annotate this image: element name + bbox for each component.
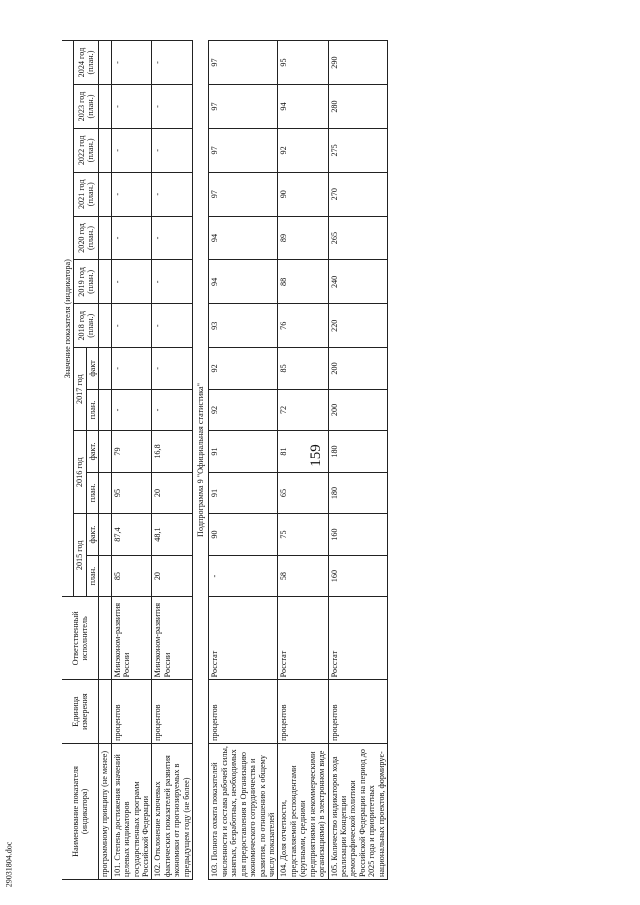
rotated-table-area [62, 40, 640, 880]
value-cell: 240 [328, 260, 388, 304]
subprogram-row [193, 41, 209, 880]
value-cell: 76 [278, 304, 328, 348]
row-number: 104. [279, 862, 289, 877]
value-cell: 90 [209, 514, 278, 556]
value-cell: - [152, 348, 193, 390]
value-cell: 88 [278, 260, 328, 304]
value-cell: 91 [209, 431, 278, 473]
value-cell: 48,1 [152, 514, 193, 556]
value-cell: 95 [278, 41, 328, 85]
indicator-name [278, 743, 328, 879]
rows-group-1 [111, 41, 192, 880]
value-cell: 75 [278, 514, 328, 556]
responsible-cell: Росстат [328, 597, 388, 680]
header-2015-fact: факт. [86, 514, 98, 556]
value-cell: 290 [328, 41, 388, 85]
table-row-continuation [99, 41, 111, 880]
value-cell: 200 [328, 389, 388, 431]
header-2016: 2016 год [74, 431, 86, 514]
row-name-text: Полнота охвата показателей численности и состава рабочей силы, занятых, безработных, необходимых для предоставления в Организацию экономического сотрудничества и развития, по отношению к общему числу показателей [210, 746, 277, 877]
value-cell: - [209, 555, 278, 597]
header-2015-plan: план. [86, 555, 98, 597]
value-cell: - [111, 348, 152, 390]
responsible-cell: Минэконом-развития России [152, 597, 193, 680]
value-cell: 180 [328, 431, 388, 473]
table-row [278, 41, 328, 880]
value-cell: 280 [328, 85, 388, 129]
subprogram-title: Подпрограмма 9 "Официальная статистика" [193, 41, 209, 880]
value-cell: 91 [209, 472, 278, 514]
table-row [111, 41, 152, 880]
value-cell: - [152, 389, 193, 431]
row-number: 105. [329, 862, 339, 877]
value-cell: 58 [278, 555, 328, 597]
value-cell: 85 [278, 348, 328, 390]
value-cell: - [152, 85, 193, 129]
header-2020: 2020 год (план.) [74, 216, 99, 260]
value-cell: - [111, 41, 152, 85]
value-cell: 16,8 [152, 431, 193, 473]
page-number: 159 [307, 444, 324, 467]
value-cell: 97 [209, 172, 278, 216]
indicator-name [209, 743, 278, 879]
header-2017-plan: план. [86, 389, 98, 431]
value-cell: 87,4 [111, 514, 152, 556]
value-cell: - [111, 389, 152, 431]
value-cell: 220 [328, 304, 388, 348]
header-2016-plan: план. [86, 472, 98, 514]
unit-cell: процентов [328, 680, 388, 743]
value-cell: 94 [209, 216, 278, 260]
header-2017-fact: факт [86, 348, 98, 390]
value-cell: 160 [328, 514, 388, 556]
header-name: Наименование показателя (индикатора) [62, 743, 99, 879]
header-2017: 2017 год [74, 348, 86, 431]
row-name-text: Степень достижения значений целевых индикаторов государственных программ Российской Федерации [112, 754, 150, 877]
value-cell: - [111, 85, 152, 129]
value-cell: 89 [278, 216, 328, 260]
value-cell: 85 [111, 555, 152, 597]
value-cell: 275 [328, 128, 388, 172]
value-cell: 92 [209, 348, 278, 390]
row-name-text: Доля отчетности, представляемой респондентами (крупными, средними предприятиями и некоммерческими организациями) в электронном виде [279, 750, 327, 877]
header-2019: 2019 год (план.) [74, 260, 99, 304]
row-name-text: Количество индикаторов хода реализации Концепции демографической политики Российской Федерации на период до 2025 года и приоритетных национальных проектов, формирує- [329, 749, 386, 877]
table-row [152, 41, 193, 880]
header-2021: 2021 год (план.) [74, 172, 99, 216]
header-2024: 2024 год (план.) [74, 41, 99, 85]
value-cell: - [152, 304, 193, 348]
value-cell: 95 [111, 472, 152, 514]
indicator-table [62, 40, 388, 880]
value-cell: - [111, 172, 152, 216]
value-cell: 90 [278, 172, 328, 216]
header-2016-fact: факт. [86, 431, 98, 473]
unit-cell: процентов [278, 680, 328, 743]
cell-continuation-text: программному принципу (не менее) [99, 743, 111, 879]
indicator-name [152, 743, 193, 879]
value-cell: - [111, 128, 152, 172]
header-2015: 2015 год [74, 514, 86, 597]
value-cell: - [152, 172, 193, 216]
value-cell: 94 [278, 85, 328, 129]
header-unit: Единица измерения [62, 680, 99, 743]
value-cell: 180 [328, 472, 388, 514]
unit-cell: процентов [209, 680, 278, 743]
value-cell: - [111, 304, 152, 348]
indicator-name [111, 743, 152, 879]
value-cell: 270 [328, 172, 388, 216]
unit-cell: процентов [152, 680, 193, 743]
value-cell: 97 [209, 85, 278, 129]
unit-cell: процентов [111, 680, 152, 743]
responsible-cell: Росстат [209, 597, 278, 680]
row-number: 103. [210, 862, 220, 877]
row-number: 101. [112, 862, 122, 877]
value-cell: 81 [278, 431, 328, 473]
value-cell: - [152, 128, 193, 172]
value-cell: - [111, 216, 152, 260]
indicator-name [328, 743, 388, 879]
value-cell: 265 [328, 216, 388, 260]
value-cell: 97 [209, 41, 278, 85]
responsible-cell: Минэконом-развития России [111, 597, 152, 680]
value-cell: 93 [209, 304, 278, 348]
header-2022: 2022 год (план.) [74, 128, 99, 172]
value-cell: - [152, 41, 193, 85]
row-number: 102. [153, 862, 163, 877]
value-cell: 79 [111, 431, 152, 473]
value-cell: 20 [152, 555, 193, 597]
header-2023: 2023 год (план.) [74, 85, 99, 129]
value-cell: 20 [152, 472, 193, 514]
value-cell: - [152, 260, 193, 304]
header-values-group: Значение показателя (индикатора) [62, 41, 74, 597]
table-row [209, 41, 278, 880]
value-cell: 97 [209, 128, 278, 172]
value-cell: 160 [328, 555, 388, 597]
value-cell: - [111, 260, 152, 304]
table-row [328, 41, 388, 880]
responsible-cell: Росстат [278, 597, 328, 680]
value-cell: 92 [278, 128, 328, 172]
document-id: 29031804.doc [4, 841, 14, 888]
value-cell: - [152, 216, 193, 260]
value-cell: 92 [209, 389, 278, 431]
value-cell: 72 [278, 389, 328, 431]
rows-group-2 [209, 41, 388, 880]
value-cell: 94 [209, 260, 278, 304]
header-2018: 2018 год (план.) [74, 304, 99, 348]
header-responsible: Ответственный исполнитель [62, 597, 99, 680]
value-cell: 200 [328, 348, 388, 390]
value-cell: 65 [278, 472, 328, 514]
row-name-text: Отклонение ключевых фактических показателей развития экономики от прогнозируемых в предыдущем году (не более) [153, 755, 191, 877]
